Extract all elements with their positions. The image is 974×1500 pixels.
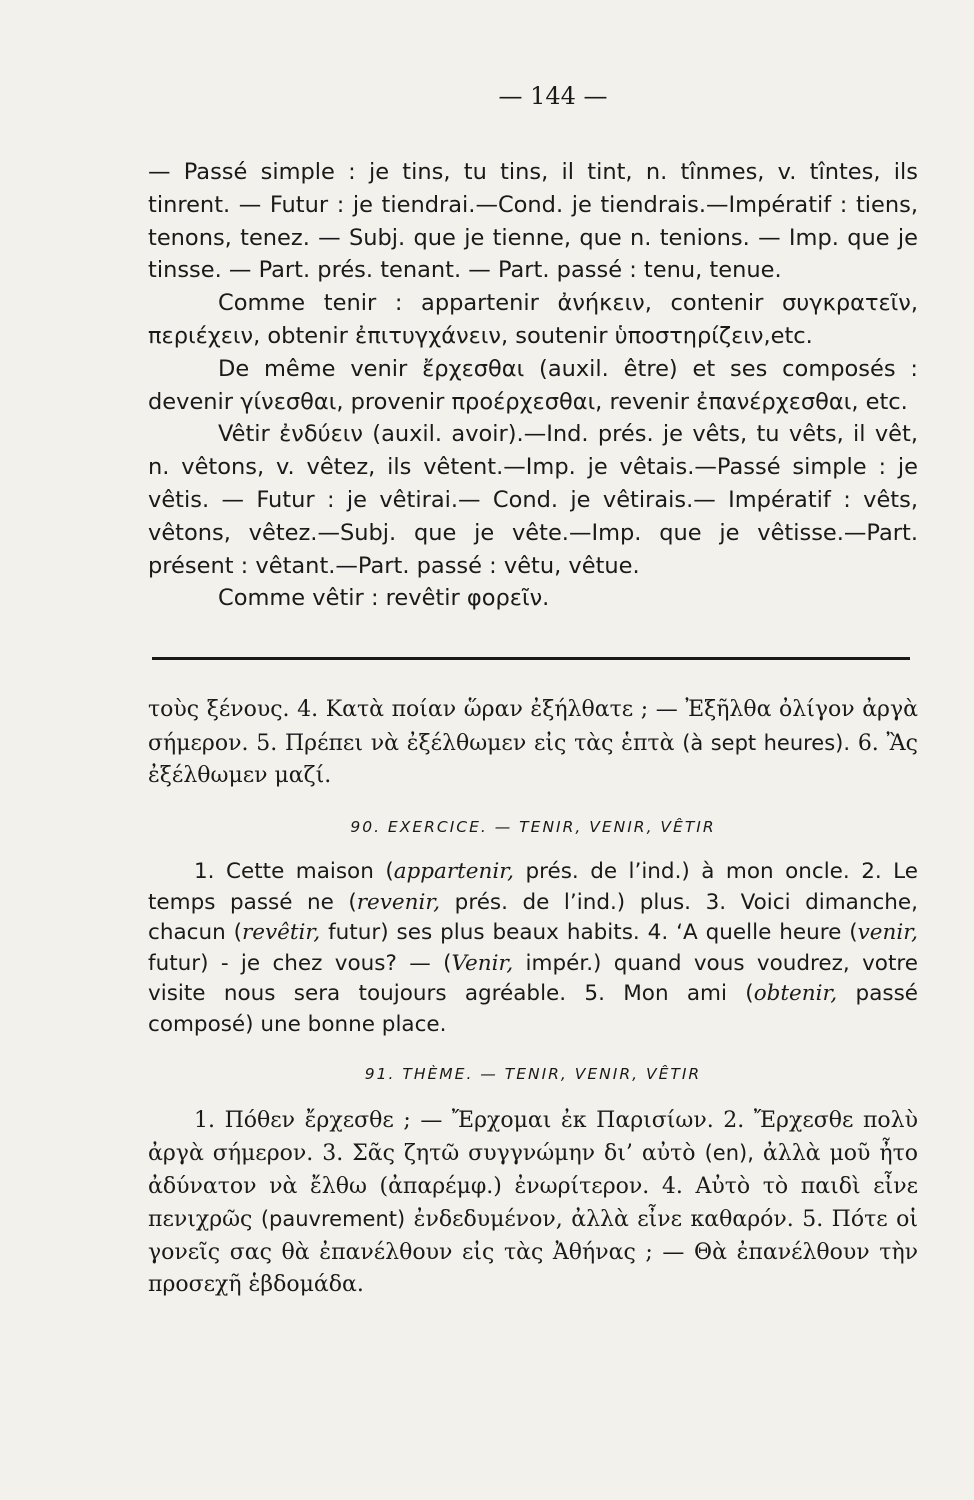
greek-text: 1. Πόθεν ἔρχεσθε ; — Ἔρχομαι ἐκ Παρισίων. 2. Ἔρχεσθε πολὺ ἀργὰ σήμερον. 3. Σᾶς ζητῶ συγγνώμην δι’ αὐτὸ [148,1107,918,1167]
greek-text: ἐνδεδυμένον, ἀλλὰ εἶνε καθαρόν. 5. Πότε οἱ γονεῖς σας θὰ ἐπανέλθουν εἰς τὰς Ἀθήνας ; — Θὰ ἐπανέλθουν τὴν προσεχῆ ἑβδομάδα. [148,1207,918,1298]
verb-cue: Venir, [451,950,514,976]
exercise-text: prés. de l’ind.) plus. 3. Voici dimanche, chacun ( [148,889,918,946]
section-divider [152,657,910,660]
verb-cue: revenir, [356,889,441,915]
exercise-text: prés. de l’ind.) à mon oncle. 2. Le temps passé ne ( [148,859,918,915]
exercise-text: futur) ses plus beaux habits. 4. ‘A quelle heure ( [320,920,858,946]
verb-cue: venir, [857,920,918,946]
exercise-90-heading: 90. EXERCICE. — TENIR, VENIR, VÊTIR [350,817,716,836]
verb-cue: obtenir, [753,981,838,1007]
exercise-text: passé composé) une bonne place. [148,981,918,1037]
french-gloss: (en), [704,1141,754,1166]
tenir-conjugation: — Passé simple : je tins, tu tins, il tint, n. tînmes, v. tîntes, ils tinrent. — Futur : je tiendrai.—Cond. je tiendrais.—Impératif : tiens, tenons, tenez. — Subj. que je tienne, que n. tenions. — Imp. que je tinsse. — Part. prés. tenant. — Part. passé : tenu, tenue. [148,159,918,284]
exercise-section [148,694,918,1302]
exercise-text: 1. Cette maison [194,859,386,885]
greek-text: 6. Ἂς ἐξέλθωμεν μαζί. [148,730,918,789]
greek-text: τοὺς ξένους. 4. Κατὰ ποίαν ὥραν ἐξήλθατε ; — Ἐξῆλθα ὀλίγον ἀργὰ σήμερον. 5. Πρέπει νὰ ἐξέλθωμεν εἰς τὰς ἑπτὰ [148,697,918,756]
exercise-text: impér.) quand vous voudrez, votre visite nous sera toujours agréable. 5. Mon ami ( [148,950,918,1007]
vetir-conjugation: Vêtir ἐνδύειν (auxil. avoir).—Ind. prés. je vêts, tu vêts, il vêt, n. vêtons, v. vêtez, ils vêtent.—Imp. je vêtais.—Passé simple : je vêtis. — Futur : je vêtirai.— Cond. je vêtirais.— Impératif : vêts, vêtons, vêtez.—Subj. que je vête.—Imp. que je vêtisse.—Part. présent : vêtant.—Part. passé : vêtu, vêtue. [148,421,918,579]
verb-cue: appartenir, [393,859,514,885]
verb-cue: revêtir, [242,920,321,946]
french-gloss: (à sept heures). [682,730,851,755]
greek-continuation [148,694,918,793]
theme-91-heading: 91. THÈME. — TENIR, VENIR, VÊTIR [364,1065,702,1084]
theme-91-text [148,1105,918,1302]
greek-text: ἀλλὰ μοῦ ἦτο ἀδύνατον νὰ ἔλθω (ἀπαρέμφ.) ἐνωρίτερον. 4. Αὐτὸ τὸ παιδὶ εἶνε πενιχρῶς [148,1141,919,1233]
comme-vetir: Comme vêtir : revêtir φορεῖν. [218,585,550,612]
de-meme-venir: De même venir ἔρχεσθαι (auxil. être) et ses composés : devenir γίνεσθαι, provenir προέρχεσθαι, revenir ἐπανέρχεσθαι, etc. [148,355,918,415]
comme-tenir: Comme tenir : appartenir ἀνήκειν, contenir συγκρατεῖν, περιέχειν, obtenir ἐπιτυγχάνειν, soutenir ὑποστηρίζειν,etc. [148,290,918,349]
french-gloss: (pauvrement) [260,1207,406,1232]
exercise-text: futur) - je chez vous? — ( [148,950,452,976]
exercise-90-text: 1. Cette maison (appartenir, prés. de l’ind.) à mon oncle. 2. Le temps passé ne (revenir, prés. de l’ind.) plus. 3. Voici dimanche, chacun (revêtir, futur) ses plus beaux habits. 4. ‘A quelle heure (venir, futur) - je chez vous? — (Venir, impér.) quand vous voudrez, votre visite nous sera toujours agréable. 5. Mon ami (obtenir, passé composé) une bonne place. [148,859,918,1037]
conjugation-section [148,156,918,615]
page-number: — 144 — [498,82,608,110]
